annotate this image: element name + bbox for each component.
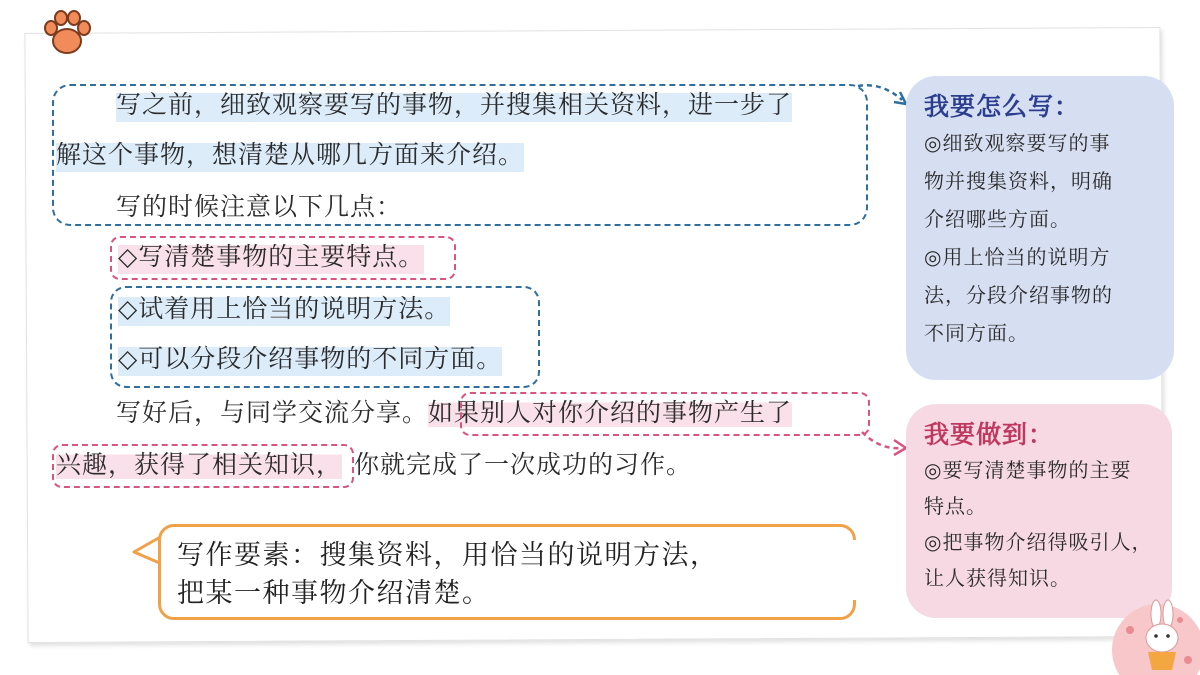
how-to-write-body: ◎细致观察要写的事 物并搜集资料，明确 介绍哪些方面。 ◎用上恰当的说明方 法，分段介绍事物的 不同方面。: [924, 131, 1113, 345]
closing-plain-2: 你就完成了一次成功的习作。: [354, 450, 693, 479]
closing-highlight-2: 兴趣，获得了相关知识，: [56, 450, 343, 479]
closing-plain-1: 写好后，与同学交流分享。: [116, 398, 429, 427]
paragraph-line-1: 写之前，细致观察要写的事物，并搜集相关资料，进一步了: [116, 88, 792, 122]
callout-line-2: 把某一种事物介绍清楚。: [177, 578, 491, 609]
how-to-write-box: [906, 76, 1174, 380]
point-features: ◇写清楚事物的主要特点。: [118, 240, 424, 274]
paw-print-icon: [40, 6, 94, 60]
bunny-decoration-icon: [1100, 590, 1200, 675]
methods-dashed-frame: [110, 286, 540, 388]
observe-dashed-frame: [52, 84, 868, 226]
point-sections: ◇可以分段介绍事物的不同方面。: [118, 342, 502, 376]
achieve-box: [906, 404, 1172, 618]
achieve-title: 我要做到：: [924, 420, 1055, 449]
interest-dashed-frame-2: [52, 444, 354, 488]
writing-element-callout: [158, 524, 856, 620]
paragraph-line-2: 解这个事物，想清楚从哪几方面来介绍。: [56, 138, 524, 172]
features-dashed-frame: [110, 236, 456, 280]
callout-line-1: 写作要素：搜集资料，用恰当的说明方法，: [177, 540, 719, 571]
achieve-body: ◎要写清楚事物的主要 特点。 ◎把事物介绍得吸引人， 让人获得知识。: [924, 458, 1153, 590]
arrow-to-how-icon: [856, 80, 912, 114]
paragraph-line-3: 写的时候注意以下几点：: [116, 192, 403, 221]
how-to-write-title: 我要怎么写：: [924, 92, 1081, 121]
point-methods: ◇试着用上恰当的说明方法。: [118, 292, 450, 326]
closing-highlight-1: 如果别人对你介绍的事物产生了: [428, 398, 793, 427]
interest-dashed-frame-1: [460, 392, 870, 436]
callout-cover: [852, 540, 862, 600]
arrow-to-achieve-icon: [860, 428, 910, 458]
